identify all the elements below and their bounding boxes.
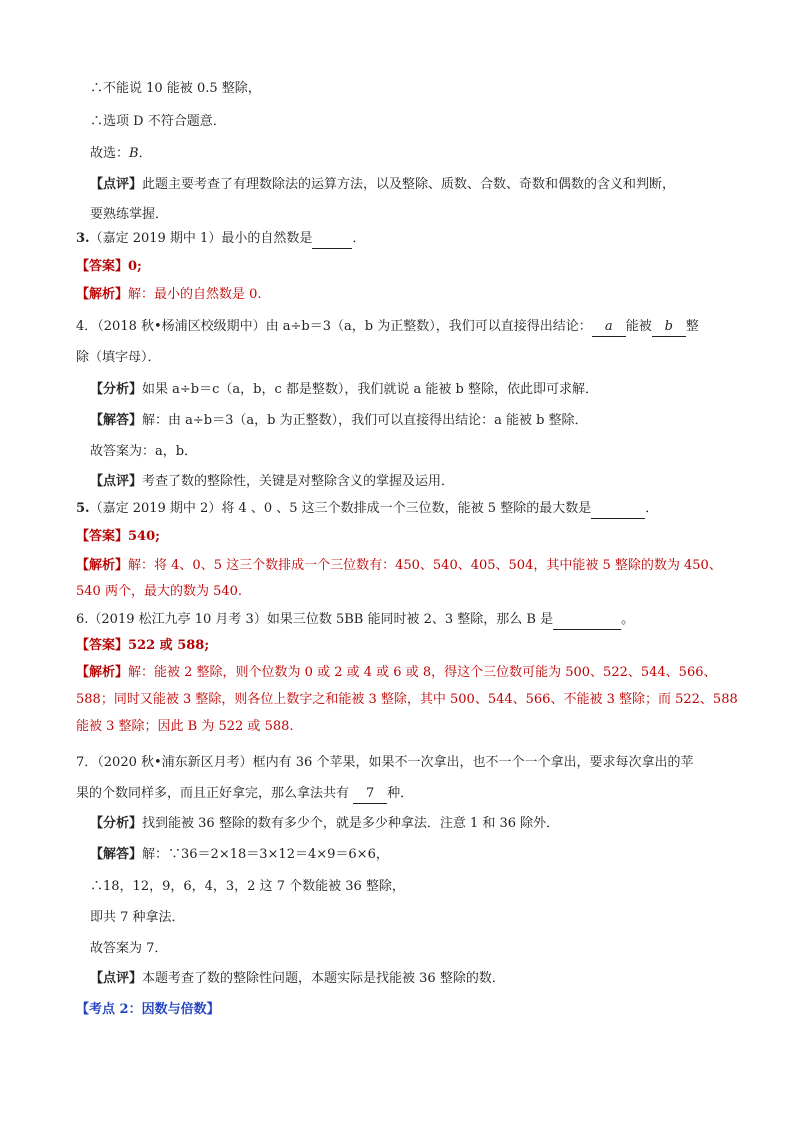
q2-line1: ∴不能说 10 能被 0.5 整除，	[90, 81, 261, 96]
q4-stem: 4．（2018 秋•杨浦区校级期中）由 a÷b＝3（a，b 为正整数），我们可以直接得出结论： a 能被 b 整	[76, 318, 699, 337]
q7-analysis: 【分析】找到能被 36 整除的数有多少个，就是多少种拿法．注意 1 和 36 除外．	[90, 816, 560, 831]
q6-analysis-cont1: 588；同时又能被 3 整除，则各位上数字之和能被 3 整除，其中 500、544、566、不能被 3 整除；而 522、588	[76, 692, 738, 707]
section-heading: 【考点 2：因数与倍数】	[76, 1002, 220, 1017]
q2-comment: 【点评】此题主要考查了有理数除法的运算方法，以及整除、质数、合数、奇数和偶数的含义和判断，	[90, 177, 676, 192]
q7-solution-line3: 即共 7 种拿法．	[90, 910, 185, 925]
q2-comment-cont: 要熟练掌握．	[90, 207, 169, 222]
q5-analysis: 【解析】解：将 4、0、5 这三个数排成一个三位数有：450、540、405、504，其中能被 5 整除的数为 450、	[76, 558, 722, 573]
q6-analysis: 【解析】解：能被 2 整除，则个位数为 0 或 2 或 4 或 6 或 8，得这个三位数可能为 500、522、544、566、	[76, 665, 717, 680]
q3-stem: 3.（嘉定 2019 期中 1）最小的自然数是 ．	[76, 230, 365, 249]
q5-answer: 【答案】540;	[76, 529, 160, 544]
q4-stem-cont: 除（填字母）．	[76, 350, 161, 365]
q7-comment: 【点评】本题考查了数的整除性问题，本题实际是找能被 36 整除的数．	[90, 971, 505, 986]
q4-analysis: 【分析】如果 a÷b＝c（a，b，c 都是整数），我们就说 a 能被 b 整除，依此即可求解．	[90, 382, 598, 397]
q7-solution-line2: ∴18，12，9，6，4，3，2 这 7 个数能被 36 整除，	[90, 879, 405, 894]
q6-answer: 【答案】522 或 588;	[76, 638, 210, 653]
q7-stem: 7．（2020 秋•浦东新区月考）框内有 36 个苹果，如果不一次拿出，也不一个一个拿出，要求每次拿出的苹	[76, 755, 694, 770]
q7-solution: 【解答】解：∵36＝2×18＝3×12＝4×9＝6×6，	[90, 847, 389, 862]
q4-comment: 【点评】考查了数的整除性，关键是对整除含义的掌握及运用．	[90, 474, 455, 489]
q6-analysis-cont2: 能被 3 整除；因此 B 为 522 或 588.	[76, 719, 294, 734]
q5-stem: 5.（嘉定 2019 期中 2）将 4 、0 、5 这三个数排成一个三位数，能被 5 整除的最大数是 ．	[76, 500, 658, 519]
q3-analysis: 【解析】解：最小的自然数是 0.	[76, 287, 262, 302]
q3-answer: 【答案】0;	[76, 259, 142, 274]
q4-solution: 【解答】解：由 a÷b＝3（a，b 为正整数），我们可以直接得出结论：a 能被 b 整除．	[90, 413, 588, 428]
q7-stem-cont: 果的个数同样多，而且正好拿完，那么拿法共有 7 种．	[76, 785, 413, 804]
q4-answer: 故答案为：a，b．	[90, 444, 198, 459]
q7-answer: 故答案为 7．	[90, 941, 168, 956]
q6-stem: 6.（2019 松江九亭 10 月考 3）如果三位数 5BB 能同时被 2、3 整除，那么 B 是 。	[76, 611, 634, 630]
q2-answer: 故选：B．	[90, 146, 152, 161]
q5-analysis-cont: 540 两个，最大的数为 540.	[76, 584, 243, 599]
q2-line2: ∴选项 D 不符合题意．	[90, 114, 226, 129]
